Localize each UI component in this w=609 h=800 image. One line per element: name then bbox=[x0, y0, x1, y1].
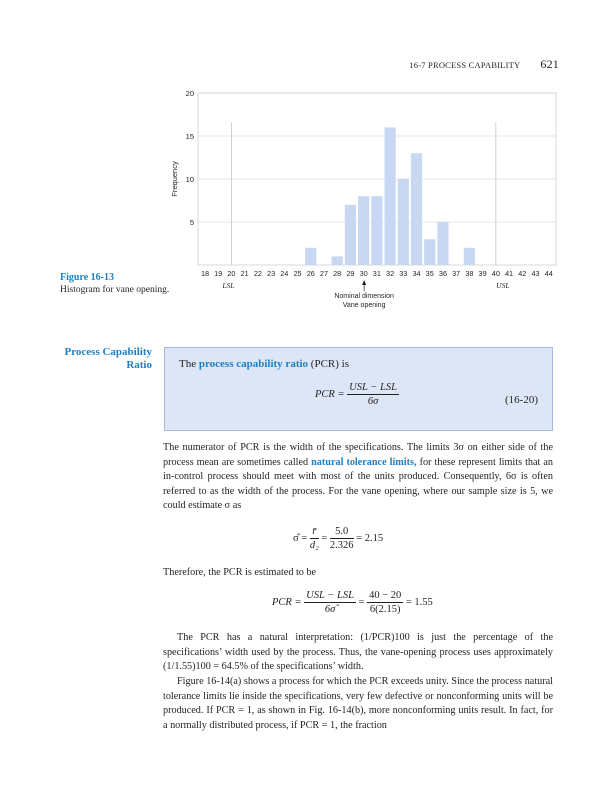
sigma-estimate-equation: σ̂ = $\frac{r̄}{\text{d₂}}$ = $\frac{5.0}{2.326}$ = 2.15 bbox=[293, 526, 384, 551]
definition-intro bbox=[179, 358, 349, 370]
x-tick-label: 38 bbox=[465, 269, 474, 278]
x-tick-label: 40 bbox=[491, 269, 500, 278]
x-tick-label: 32 bbox=[386, 269, 395, 278]
pcr-definition-equation bbox=[315, 382, 399, 407]
x-tick-label: 27 bbox=[319, 269, 329, 278]
histogram-bar bbox=[384, 127, 395, 265]
x-tick-label: 33 bbox=[399, 269, 408, 278]
sigma-fraction-2 bbox=[330, 526, 354, 551]
sigma-den-2: 2.326 bbox=[329, 540, 354, 551]
usl-label: USL bbox=[496, 281, 510, 290]
y-tick-label: 20 bbox=[185, 89, 194, 98]
paragraph-1 bbox=[163, 441, 553, 514]
y-tick-label: 5 bbox=[189, 218, 194, 227]
fraction-denominator: 6σ bbox=[367, 396, 379, 407]
y-tick-label: 15 bbox=[185, 132, 194, 141]
y-axis-label: Frequency bbox=[170, 161, 179, 197]
x-tick-label: 20 bbox=[227, 269, 236, 278]
defined-term: process capability ratio bbox=[198, 358, 309, 370]
nominal-sublabel: Vane opening bbox=[342, 302, 386, 309]
x-tick-label: 18 bbox=[200, 269, 210, 278]
histogram-bar bbox=[411, 153, 422, 265]
histogram-bar bbox=[464, 248, 475, 265]
figure-number: Figure 16-13 bbox=[60, 272, 114, 283]
figure-caption-text: Histogram for vane opening. bbox=[60, 285, 170, 295]
sigma-den-1: d₂ bbox=[309, 540, 319, 551]
side-heading: Process Capability Ratio bbox=[64, 346, 152, 371]
nominal-label: Nominal dimension bbox=[334, 293, 394, 300]
x-tick-label: 43 bbox=[531, 269, 540, 278]
x-tick-label: 35 bbox=[425, 269, 434, 278]
x-tick-label: 19 bbox=[214, 269, 223, 278]
intro-post: (PCR) is bbox=[308, 358, 350, 370]
section-title: 16-7 PROCESS CAPABILITY bbox=[409, 60, 521, 70]
pcr-den-2: 6(2.15) bbox=[369, 604, 401, 615]
x-tick-label: 42 bbox=[518, 269, 527, 278]
intro-pre: The bbox=[179, 358, 199, 370]
pcr-fraction-1 bbox=[304, 590, 356, 615]
pcr-fraction-2 bbox=[367, 590, 403, 615]
histogram-bar bbox=[398, 179, 409, 265]
histogram-bar bbox=[305, 248, 316, 265]
pcr-num-1: USL − LSL bbox=[306, 590, 354, 601]
histogram-bar bbox=[358, 196, 369, 265]
pcr-num-2: 40 − 20 bbox=[369, 590, 402, 601]
equation-lhs: PCR = bbox=[315, 389, 345, 400]
histogram-bar bbox=[371, 196, 382, 265]
sigma-lhs: σ̂ = bbox=[293, 533, 308, 544]
x-tick-label: 41 bbox=[504, 269, 514, 278]
p1-text-b: for these represent limits that an in-control process should meet with most of the units produced. Consequently, 6σ is often referred to as the width of the process. For the vane opening, where our sample size is 5, we could estimate σ as bbox=[163, 456, 554, 512]
paragraph-3: The PCR has a natural interpretation: (1/PCR)100 is just the percentage of the specifications’ width used by the process. Thus, the vane-opening process uses approximately (1/1.55)100 = 64.5% of the specifications’ width. bbox=[163, 632, 553, 673]
x-tick-label: 29 bbox=[346, 269, 355, 278]
histogram-bar bbox=[437, 222, 448, 265]
nominal-arrow-head bbox=[362, 280, 366, 285]
pcr-lhs: PCR = bbox=[272, 597, 302, 608]
x-tick-label: 25 bbox=[293, 269, 302, 278]
p1-text-a: The numerator of PCR is the width of the specifications. The limits 3σ on either side of the process mean are sometimes called bbox=[163, 442, 553, 468]
histogram-bar bbox=[345, 205, 356, 265]
figure-caption bbox=[60, 272, 170, 296]
pcr-den-1: 6σ̂ bbox=[324, 604, 336, 615]
y-tick-label: 10 bbox=[185, 175, 194, 184]
x-tick-label: 24 bbox=[280, 269, 289, 278]
sigma-num-2: 5.0 bbox=[330, 526, 354, 539]
sigma-fraction-1 bbox=[310, 526, 319, 551]
x-tick-label: 21 bbox=[240, 269, 249, 278]
paragraph-4: Figure 16-14(a) shows a process for which the PCR exceeds unity. Since the process natural tolerance limits lie inside the specifications, very few defective or nonconforming units will be produced. If PCR = 1, as shown in Fig. 16-14(b), more nonconforming units result. In fact, for a normally distributed process, if PCR = 1, the fraction bbox=[163, 676, 553, 731]
paragraph-2: Therefore, the PCR is estimated to be bbox=[163, 567, 317, 578]
histogram-bar bbox=[332, 256, 343, 265]
p1-term: natural tolerance limits, bbox=[311, 456, 417, 468]
lsl-label: LSL bbox=[222, 281, 235, 290]
histogram-bar bbox=[424, 239, 435, 265]
x-tick-label: 22 bbox=[253, 269, 262, 278]
equation-number: (16-20) bbox=[505, 394, 538, 406]
x-tick-label: 37 bbox=[452, 269, 461, 278]
pcr-estimate-equation: PCR = $\frac{\text{USL − LSL}}{6\sigmâ}$ = $\frac{40 - 20}{6(2.15)}$ = 1.55 bbox=[272, 590, 433, 615]
equation-fraction bbox=[347, 382, 399, 407]
x-tick-label: 44 bbox=[544, 269, 553, 278]
x-tick-label: 23 bbox=[267, 269, 276, 278]
x-tick-label: 30 bbox=[359, 269, 368, 278]
x-tick-label: 34 bbox=[412, 269, 421, 278]
x-tick-label: 31 bbox=[372, 269, 381, 278]
x-tick-label: 26 bbox=[306, 269, 315, 278]
fraction-numerator: USL − LSL bbox=[349, 382, 397, 393]
page-number: 621 bbox=[540, 57, 559, 71]
sigma-num-1: r̄ bbox=[310, 526, 319, 539]
x-tick-label: 28 bbox=[333, 269, 342, 278]
pcr-result: = 1.55 bbox=[405, 597, 433, 608]
definition-box bbox=[164, 347, 553, 431]
sigma-result: = 2.15 bbox=[356, 533, 384, 544]
x-tick-label: 36 bbox=[438, 269, 448, 278]
x-tick-label: 39 bbox=[478, 269, 487, 278]
